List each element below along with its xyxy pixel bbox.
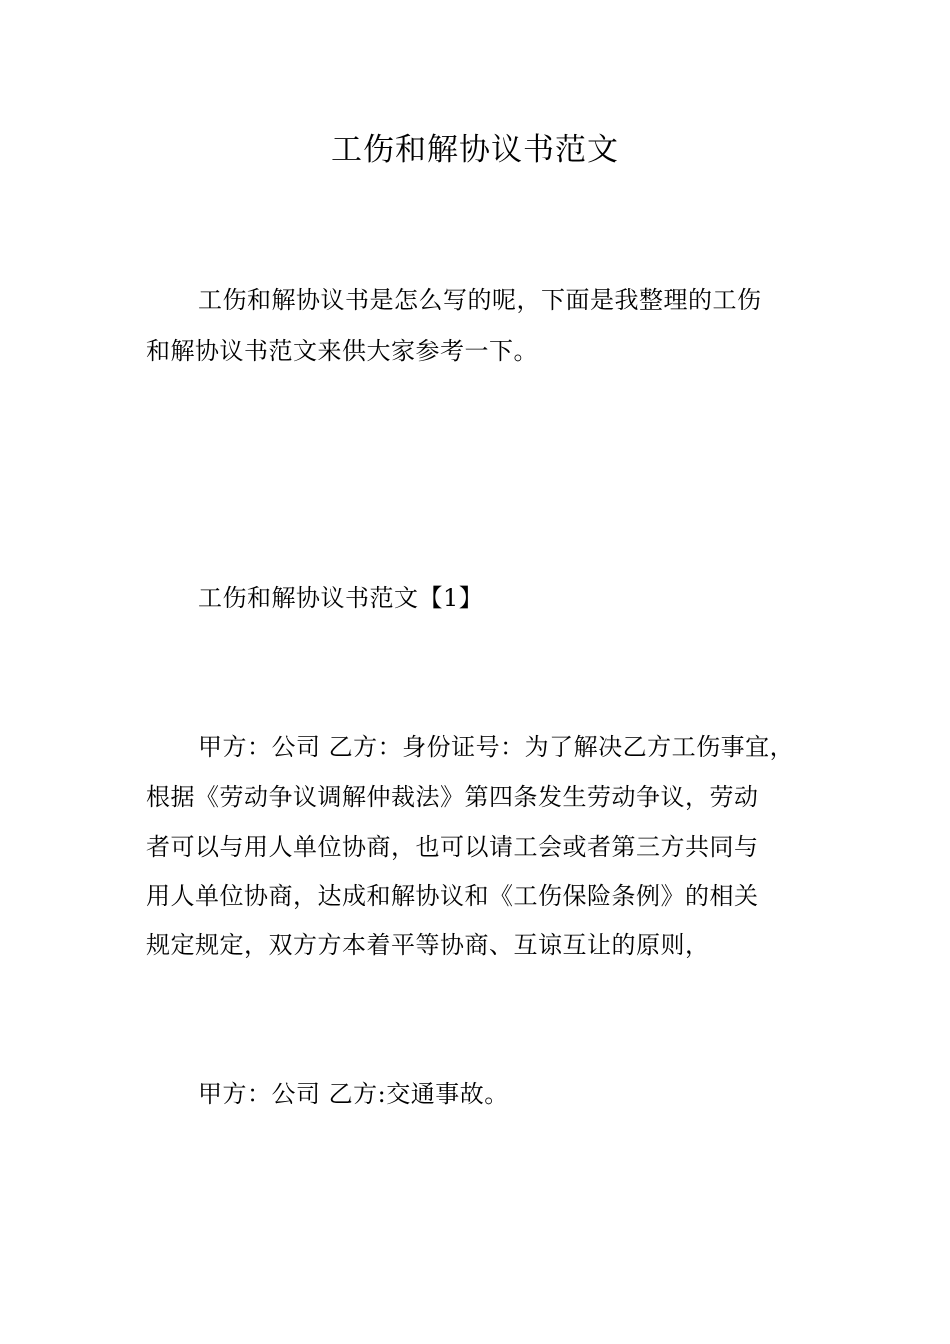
paragraph-1-line-1: 甲方：公司 乙方：身份证号：为了解决乙方工伤事宜， [198, 733, 795, 761]
paragraph-1-line-3: 者可以与用人单位协商，也可以请工会或者第三方共同与 [146, 833, 759, 861]
document-title: 工伤和解协议书范文 [331, 132, 619, 168]
intro-line-1: 工伤和解协议书是怎么写的呢，下面是我整理的工伤 [198, 286, 762, 314]
paragraph-2-line-1: 甲方：公司 乙方:交通事故。 [198, 1080, 509, 1108]
paragraph-1-line-4: 用人单位协商，达成和解协议和《工伤保险条例》的相关 [146, 882, 759, 910]
paragraph-1-line-5: 规定规定，双方方本着平等协商、互谅互让的原则， [146, 931, 710, 959]
section-heading: 工伤和解协议书范文【1】 [198, 584, 484, 612]
paragraph-1-line-2: 根据《劳动争议调解仲裁法》第四条发生劳动争议，劳动 [146, 783, 759, 811]
intro-line-2: 和解协议书范文来供大家参考一下。 [146, 337, 538, 365]
